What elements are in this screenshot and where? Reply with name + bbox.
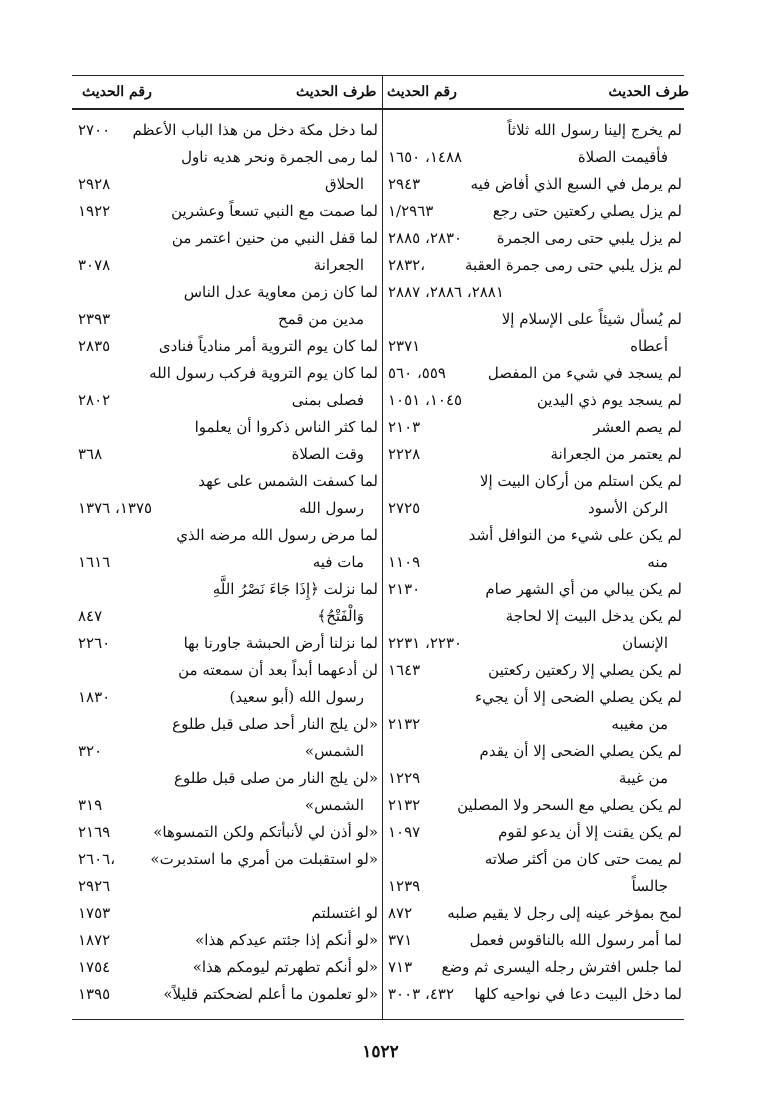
- index-row: [78, 521, 378, 549]
- hadith-phrase: جالساً: [631, 877, 668, 895]
- hadith-number: ٢٨٣٥: [78, 337, 111, 355]
- hadith-number: ٨٧٢: [388, 904, 413, 922]
- hadith-number: ٢٩٢٦: [78, 877, 111, 895]
- index-row: [388, 575, 682, 603]
- hadith-phrase: لم يكن يصلي الضحى إلا أن يقدم: [479, 742, 682, 760]
- index-row: [388, 413, 682, 441]
- index-row: [388, 467, 682, 495]
- hadith-phrase: لما مرض رسول الله مرضه الذي: [176, 526, 378, 544]
- hadith-phrase: لما كثر الناس ذكروا أن يعلموا: [194, 418, 378, 436]
- hadith-number: ٢٣٧١: [388, 337, 421, 355]
- hadith-phrase: «لن يلج النار أحد صلى قبل طلوع: [172, 715, 378, 733]
- hadith-phrase: لم يكن يصلي إلا ركعتين ركعتين: [488, 661, 682, 679]
- hadith-phrase: «لو أنكم إذا جئتم عيدكم هذا»: [195, 931, 378, 949]
- index-row: [78, 332, 378, 360]
- hadith-phrase: لما رمى الجمرة ونحر هديه ناول: [181, 148, 378, 166]
- index-row: [78, 197, 378, 225]
- hadith-number: ١٤٨٨، ١٦٥٠: [388, 148, 463, 166]
- hadith-number: ٢٢٦٠: [78, 634, 111, 652]
- hadith-number: ٢٨٣٠، ٢٨٨٥: [388, 229, 463, 247]
- index-row: [388, 602, 682, 630]
- index-row: [78, 953, 378, 981]
- hadith-number: ٢٧٢٥: [388, 499, 421, 517]
- left-col-num-header: رقم الحديث: [82, 84, 152, 100]
- index-row: [78, 791, 378, 819]
- hadith-number: ٣٠٧٨: [78, 256, 111, 274]
- hadith-phrase: لم يكن يدخل البيت إلا لحاجة: [505, 607, 682, 625]
- index-row: [388, 764, 682, 792]
- index-row: [388, 926, 682, 954]
- hadith-number: ١/٢٩٦٣: [388, 202, 434, 220]
- hadith-number: ٥٥٩، ٥٦٠: [388, 364, 446, 382]
- hadith-phrase: لم يكن يقنت إلا أن يدعو لقوم: [498, 823, 682, 841]
- hadith-phrase: لما صمت مع النبي تسعاً وعشرين: [171, 202, 378, 220]
- hadith-phrase: لم يزل يصلي ركعتين حتى رجع: [492, 202, 682, 220]
- index-row: [388, 224, 682, 252]
- index-row: [78, 764, 378, 792]
- hadith-number: ٣٧١: [388, 931, 413, 949]
- hadith-phrase: لم يرمل في السبع الذي أفاض فيه: [470, 175, 682, 193]
- hadith-number: ١٧٥٣: [78, 904, 111, 922]
- index-row: [78, 116, 378, 144]
- left-col-text-header: طرف الحديث: [296, 84, 377, 100]
- hadith-phrase: لما كسفت الشمس على عهد: [198, 472, 378, 490]
- index-row: [388, 872, 682, 900]
- index-row: [78, 251, 378, 279]
- right-col-num-header: رقم الحديث: [387, 84, 457, 100]
- hadith-phrase: منه: [647, 553, 668, 571]
- index-row: [78, 980, 378, 1008]
- hadith-number: ٣٦٨: [78, 445, 103, 463]
- index-row: [388, 980, 682, 1008]
- hadith-number: ٢١٣٢: [388, 796, 421, 814]
- index-row: [388, 710, 682, 738]
- hadith-number: ٨٤٧: [78, 607, 103, 625]
- hadith-phrase: لم يسجد في شيء من المفصل: [487, 364, 682, 382]
- index-row: [78, 224, 378, 252]
- index-row: [388, 521, 682, 549]
- hadith-number: ٢٦٠٦،: [78, 850, 116, 868]
- hadith-number: ٢٨٨١، ٢٨٨٦، ٢٨٨٧: [388, 283, 504, 301]
- hadith-phrase: وقت الصلاة: [291, 445, 364, 463]
- hadith-phrase: الحلاق: [324, 175, 364, 193]
- hadith-phrase: لم يسجد يوم ذي اليدين: [536, 391, 682, 409]
- index-row: [388, 791, 682, 819]
- index-row: [388, 440, 682, 468]
- index-row: [388, 494, 682, 522]
- hadith-phrase: مدين من قمح: [277, 310, 364, 328]
- index-row: [78, 818, 378, 846]
- hadith-number: ٢٧٠٠: [78, 121, 111, 139]
- hadith-number: ٢٢٢٨: [388, 445, 421, 463]
- hadith-phrase: لم يخرج إلينا رسول الله ثلاثاً: [507, 121, 682, 139]
- index-row: [388, 548, 682, 576]
- index-row: [388, 629, 682, 657]
- hadith-number: ٣٢٠: [78, 742, 103, 760]
- index-row: [78, 386, 378, 414]
- index-row: [78, 548, 378, 576]
- index-row: [78, 467, 378, 495]
- index-row: [388, 656, 682, 684]
- index-row: [78, 170, 378, 198]
- hadith-number: ١٣٧٥، ١٣٧٦: [78, 499, 153, 517]
- top-rule: [72, 75, 684, 76]
- hadith-number: ١٢٢٩: [388, 769, 421, 787]
- index-row: [388, 251, 682, 279]
- index-row: [78, 575, 378, 603]
- hadith-phrase: لما نزلت ﴿إِذَا جَاءَ نَصْرُ اللَّهِ: [212, 580, 378, 598]
- hadith-number: ١٧٥٤: [78, 958, 111, 976]
- hadith-phrase: لمح بمؤخر عينه إلى رجل لا يقيم صلبه: [447, 904, 682, 922]
- hadith-number: ٢٩٤٣: [388, 175, 421, 193]
- index-row: [78, 143, 378, 171]
- hadith-number: ١٩٢٢: [78, 202, 111, 220]
- hadith-number: ٧١٣: [388, 958, 413, 976]
- bottom-rule: [72, 1019, 684, 1020]
- page-number: ١٥٢٢: [362, 1042, 399, 1062]
- header-rule: [72, 108, 684, 110]
- hadith-phrase: لم يكن يبالي من أي الشهر صام: [485, 580, 682, 598]
- hadith-number: ٢١٠٣: [388, 418, 421, 436]
- hadith-phrase: لم يصم العشر: [593, 418, 682, 436]
- index-row: [388, 170, 682, 198]
- hadith-phrase: «لو أنكم تطهرتم ليومكم هذا»: [192, 958, 378, 976]
- index-row: [78, 440, 378, 468]
- hadith-number: ١١٠٩: [388, 553, 421, 571]
- hadith-phrase: «لو تعلمون ما أعلم لضحكتم قليلاً»: [163, 985, 378, 1003]
- index-row: [78, 899, 378, 927]
- hadith-number: ٣١٩: [78, 796, 103, 814]
- index-row: [78, 683, 378, 711]
- hadith-phrase: لو اغتسلتم: [311, 904, 378, 922]
- hadith-number: ٤٣٢، ٣٠٠٣: [388, 985, 455, 1003]
- hadith-phrase: لما كان زمن معاوية عدل الناس: [183, 283, 378, 301]
- hadith-number: ١٨٧٢: [78, 931, 111, 949]
- index-row: [78, 737, 378, 765]
- hadith-number: ٢١٣٠: [388, 580, 421, 598]
- hadith-phrase: أعطاه: [630, 337, 668, 355]
- hadith-phrase: لن أدعهما أبداً بعد أن سمعته من: [178, 661, 378, 679]
- hadith-phrase: لما دخل مكة دخل من هذا الباب الأعظم: [132, 121, 378, 139]
- hadith-phrase: لم يكن يصلي الضحى إلا أن يجيء: [475, 688, 682, 706]
- hadith-phrase: فصلى بمنى: [291, 391, 364, 409]
- hadith-number: ٢١٦٩: [78, 823, 111, 841]
- hadith-number: ٢٨٠٢: [78, 391, 111, 409]
- index-row: [388, 818, 682, 846]
- hadith-number: ١٦٤٣: [388, 661, 421, 679]
- hadith-phrase: لم يكن يصلي مع السحر ولا المصلين: [457, 796, 682, 814]
- right-column: [388, 116, 682, 1016]
- index-row: [78, 872, 378, 900]
- hadith-phrase: رسول الله: [299, 499, 364, 517]
- index-row: [388, 359, 682, 387]
- right-col-text-header: طرف الحديث: [608, 84, 689, 100]
- hadith-phrase: من مغيبه: [611, 715, 668, 733]
- hadith-number: ٢٢٣٠، ٢٢٣١: [388, 634, 463, 652]
- hadith-phrase: لما أمر رسول الله بالناقوس فعمل: [469, 931, 682, 949]
- hadith-phrase: لم يكن استلم من أركان البيت إلا: [479, 472, 682, 490]
- hadith-phrase: فأقيمت الصلاة: [577, 148, 668, 166]
- index-row: [388, 683, 682, 711]
- index-row: [78, 305, 378, 333]
- index-row: [388, 845, 682, 873]
- index-row: [388, 332, 682, 360]
- hadith-number: ١٣٩٥: [78, 985, 111, 1003]
- index-row: [78, 629, 378, 657]
- hadith-phrase: لما دخل البيت دعا في نواحيه كلها: [474, 985, 682, 1003]
- index-row: [78, 494, 378, 522]
- hadith-number: ١٠٤٥، ١٠٥١: [388, 391, 463, 409]
- hadith-phrase: لم يكن على شيء من النوافل أشد: [468, 526, 682, 544]
- hadith-phrase: لم يزل يلبي حتى رمى الجمرة: [496, 229, 682, 247]
- index-row: [388, 305, 682, 333]
- index-row: [388, 197, 682, 225]
- hadith-phrase: لم يزل يلبي حتى رمى جمرة العقبة: [465, 256, 682, 274]
- hadith-number: ٢٨٣٢،: [388, 256, 426, 274]
- hadith-phrase: الإنسان: [622, 634, 668, 652]
- hadith-phrase: لم يعتمر من الجعرانة: [550, 445, 682, 463]
- index-row: [388, 143, 682, 171]
- hadith-phrase: لم يمت حتى كان من أكثر صلاته: [484, 850, 682, 868]
- left-column: [78, 116, 378, 1016]
- hadith-phrase: «لن يلج النار من صلى قبل طلوع: [174, 769, 378, 787]
- hadith-phrase: لما جلس افترش رجله اليسرى ثم وضع: [441, 958, 682, 976]
- hadith-phrase: «لو استقبلت من أمري ما استدبرت»: [150, 850, 378, 868]
- index-row: [78, 602, 378, 630]
- hadith-phrase: الجعرانة: [313, 256, 364, 274]
- hadith-phrase: «لو أذن لي لأنبأتكم ولكن التمسوها»: [153, 823, 378, 841]
- index-row: [78, 656, 378, 684]
- index-row: [78, 926, 378, 954]
- hadith-phrase: الشمس»: [304, 742, 364, 760]
- hadith-number: ١٠٩٧: [388, 823, 421, 841]
- column-divider: [382, 75, 383, 1020]
- index-row: [78, 413, 378, 441]
- hadith-phrase: مات فيه: [312, 553, 364, 571]
- index-row: [78, 278, 378, 306]
- index-row: [388, 386, 682, 414]
- index-row: [388, 116, 682, 144]
- hadith-number: ٢٣٩٣: [78, 310, 111, 328]
- hadith-phrase: لم يُسأل شيئاً على الإسلام إلا: [501, 310, 682, 328]
- hadith-number: ١٨٣٠: [78, 688, 111, 706]
- hadith-number: ٢١٣٢: [388, 715, 421, 733]
- index-row: [388, 953, 682, 981]
- hadith-number: ١٦١٦: [78, 553, 111, 571]
- hadith-phrase: وَالْفَتْحُ﴾: [317, 607, 364, 625]
- hadith-phrase: لما كان يوم التروية أمر منادياً فنادى: [158, 337, 378, 355]
- hadith-phrase: من غيبة: [618, 769, 668, 787]
- index-row: [388, 278, 682, 306]
- hadith-phrase: الركن الأسود: [587, 499, 668, 517]
- hadith-number: ٢٩٢٨: [78, 175, 111, 193]
- hadith-number: ١٢٣٩: [388, 877, 421, 895]
- hadith-phrase: لما قفل النبي من حنين اعتمر من: [171, 229, 378, 247]
- hadith-phrase: لما كان يوم التروية فركب رسول الله: [149, 364, 378, 382]
- index-row: [78, 845, 378, 873]
- index-row: [78, 359, 378, 387]
- index-row: [388, 899, 682, 927]
- hadith-phrase: الشمس»: [304, 796, 364, 814]
- index-row: [388, 737, 682, 765]
- hadith-phrase: لما نزلنا أرض الحبشة جاورنا بها: [183, 634, 378, 652]
- index-row: [78, 710, 378, 738]
- hadith-phrase: رسول الله (أبو سعيد): [229, 688, 364, 706]
